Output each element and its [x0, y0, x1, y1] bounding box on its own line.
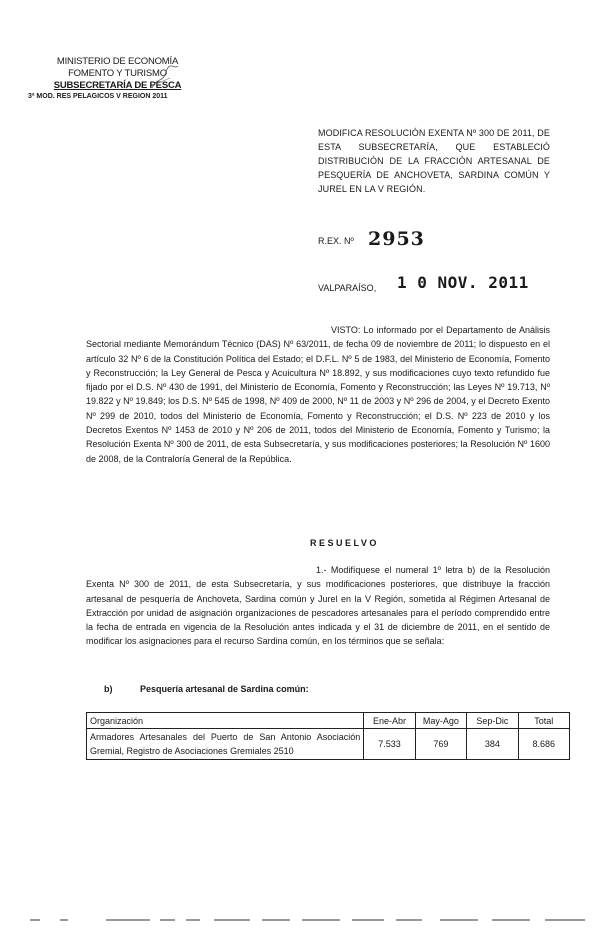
article-1 [86, 563, 550, 649]
column-header-may-ago: May-Ago [415, 713, 466, 729]
ministry-line-2: FOMENTO Y TURISMO [68, 68, 167, 79]
column-header-total: Total [518, 713, 569, 729]
column-header-ene-abr: Ene-Abr [364, 713, 415, 729]
cell-may-ago: 769 [415, 729, 466, 760]
resolution-place: VALPARAÍSO, [318, 283, 377, 293]
section-b-title: Pesquería artesanal de Sardina común: [140, 684, 309, 694]
article-1-text: Modifíquese el numeral 1º letra b) de la Resolución Exenta Nº 300 de 2011, de esta Subsecretaría, y sus modificaciones posteriores, que distribuye la fracción artesanal de pesquería de Anchoveta, Sardina común y Jurel en la V Región, sometida al Régimen Artesanal de Extracción por unidad de asignación organizaciones de pescadores artesanales para el período comprendido entre la fecha de entrada en vigencia de la Resolución antes indicada y el 31 de diciembre de 2011, en el sentido de modificar los asignaciones para el recurso Sardina común, en los términos que se señala: [86, 565, 550, 647]
table-row [87, 729, 570, 760]
resolution-label: R.EX. Nº [318, 236, 354, 246]
modification-note: 3ª MOD. RES PELAGICOS V REGION 2011 [28, 93, 168, 100]
cell-organization: Armadores Artesanales del Puerto de San Antonio Asociación Gremial, Registro de Asociaciones Gremiales 2510 [87, 729, 364, 760]
resolution-date: 1 0 NOV. 2011 [397, 273, 529, 292]
cell-sep-dic: 384 [467, 729, 518, 760]
column-header-sep-dic: Sep-Dic [467, 713, 518, 729]
article-1-number: 1.- [316, 565, 327, 575]
visto-lead: VISTO: [331, 325, 361, 335]
cell-total: 8.686 [518, 729, 569, 760]
visto-text: Lo informado por el Departamento de Análisis Sectorial mediante Memorándum Técnico (DAS) Nº 63/2011, de fecha 09 de noviembre de 2011; lo dispuesto en el artículo 32 Nº 6 de la Constitución Política del Estado; el D.F.L. Nº 5 de 1983, del Ministerio de Economía, Fomento y Reconstrucción; la Ley General de Pesca y Acuicultura Nº 18.892, y sus modificaciones cuyo texto refundido fue fijado por el D.S. Nº 430 de 1991, del Ministerio de Economía, Fomento y Reconstrucción; las Leyes Nº 19.713, Nº 19.822 y Nº 19.849; los D.S. Nº 545 de 1998, Nº 409 de 2000, Nº 11 de 2003 y Nº 296 de 2004, y el Decreto Exento Nº 299 de 2010, todos del Ministerio de Economía, Fomento y Reconstrucción; el D.S. Nº 223 de 2010 y los Decretos Exentos Nº 1453 de 2010 y Nº 206 de 2011, todos del Ministerio de Economía, Fomento y Turismo; la Resolución Exenta Nº 300 de 2011, de esta Subsecretaría, y sus modificaciones posteriores; la Resolución Nº 1600 de 2008, de la Contraloría General de la República. [86, 325, 550, 464]
scan-edge-artifact [0, 916, 600, 924]
signature-scribble-icon [150, 64, 180, 94]
section-b-heading [104, 684, 309, 694]
resolution-subject: MODIFICA RESOLUCIÓN EXENTA Nº 300 DE 2011, DE ESTA SUBSECRETARÍA, QUE ESTABLECIÓ DISTRIBUCIÓN DE LA FRACCIÓN ARTESANAL DE PESQUERÍA DE ANCHOVETA, SARDINA COMÚN Y JUREL EN LA V REGIÓN. [318, 128, 550, 194]
subsecretaria-name: SUBSECRETARÍA DE PESCA [53, 80, 182, 91]
allocation-table [86, 712, 570, 760]
resuelvo-heading: RESUELVO [310, 538, 379, 548]
cell-ene-abr: 7.533 [364, 729, 415, 760]
ministry-line-1: MINISTERIO DE ECONOMÍA [56, 56, 179, 67]
visto-paragraph [86, 323, 550, 466]
resolution-number: 2953 [368, 228, 425, 250]
table-header-row [87, 713, 570, 729]
section-b-label: b) [104, 684, 113, 694]
column-header-organization: Organización [87, 713, 364, 729]
